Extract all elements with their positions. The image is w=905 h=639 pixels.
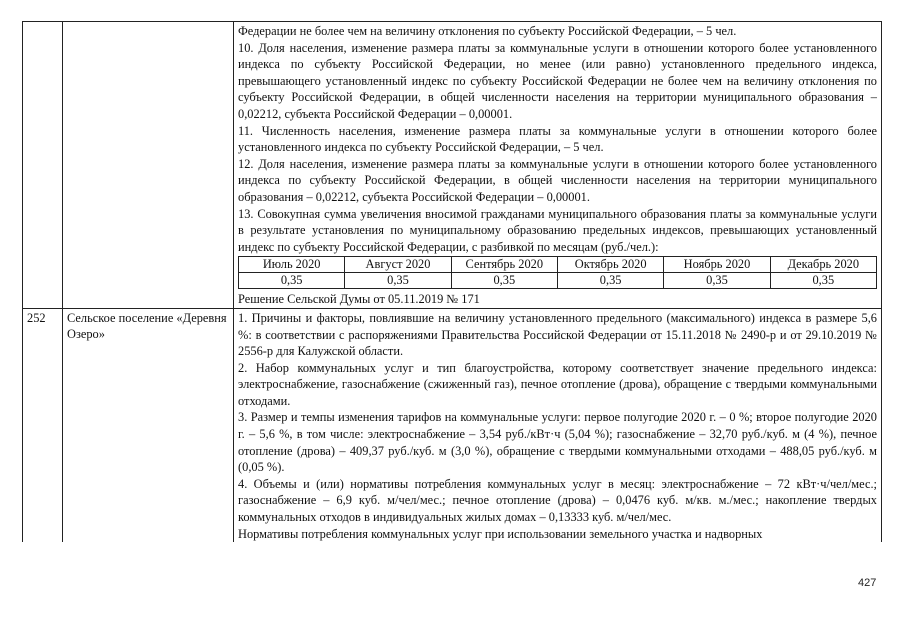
month-header: Ноябрь 2020 bbox=[664, 257, 770, 273]
month-value: 0,35 bbox=[345, 273, 451, 289]
month-value: 0,35 bbox=[239, 273, 345, 289]
municipality-name-cell bbox=[63, 22, 234, 309]
months-header-row bbox=[239, 257, 877, 273]
month-value: 0,35 bbox=[557, 273, 663, 289]
month-value: 0,35 bbox=[770, 273, 876, 289]
month-value: 0,35 bbox=[451, 273, 557, 289]
page-number: 427 bbox=[858, 577, 877, 589]
paragraph: 1. Причины и факторы, повлиявшие на величину установленного предельного (максимального) индекса в размере 5,6 %: в соответствии с распоряжениями Правительства Российской Федерации от 15.11.2018 № 2490-р и от 29.10.2019 № 2556-р для Калужской области. bbox=[238, 310, 877, 359]
municipality-name-cell: Сельское поселение «Деревня Озеро» bbox=[63, 308, 234, 542]
description-cell bbox=[234, 22, 882, 309]
paragraph: 12. Доля населения, изменение размера платы за коммунальные услуги в отношении которого более установленного индекса по субъекту Российской Федерации, в общей численности населения на территории муниципального образования – 0,02212, субъекта Российской Федерации – 0,00001. bbox=[238, 156, 877, 204]
paragraph: Федерации не более чем на величину отклонения по субъекту Российской Федерации, – 5 чел. bbox=[238, 24, 737, 38]
paragraph: 3. Размер и темпы изменения тарифов на коммунальные услуги: первое полугодие 2020 г. – 0 %; второе полугодие 2020 г. – 5,6 %, в том числе: электроснабжение – 3,54 руб./кВт·ч (5,04 %); газоснабжение – 32,70 руб./куб. м (4 %), печное отопление (дрова) – 409,37 руб./куб. м (3,0 %), обращение с твердыми коммунальными отходами – 488,05 руб./куб. м (0,05 %). bbox=[238, 410, 877, 475]
decision-reference: Решение Сельской Думы от 05.11.2019 № 171 bbox=[238, 292, 480, 307]
month-header: Сентябрь 2020 bbox=[451, 257, 557, 273]
paragraph: Нормативы потребления коммунальных услуг при использовании земельного участка и надворных bbox=[238, 526, 763, 541]
row-number-cell: 252 bbox=[23, 308, 63, 542]
paragraph: 10. Доля населения, изменение размера платы за коммунальные услуги в отношении которого более установленного индекса по субъекту Российской Федерации, но менее (или равно) установленного предельного индекса, превышающего установленный индекс по субъекту Российской Федерации не более чем на величину отклонения по субъекту Российской Федерации, в общей численности населения на территории муниципального образования – 0,02212, субъекта Российской Федерации – 0,00001. bbox=[238, 40, 877, 121]
paragraph: 13. Совокупная сумма увеличения вносимой гражданами муниципального образования платы за коммунальные услуги в результате установления по муниципальному образованию предельных индексов, превышающих установленный индекс по субъекту Российской Федерации, с разбивкой по месяцам (руб./чел.): bbox=[238, 206, 877, 254]
table-row bbox=[23, 308, 882, 542]
month-value: 0,35 bbox=[664, 273, 770, 289]
document-table bbox=[22, 21, 882, 542]
month-header: Декабрь 2020 bbox=[770, 257, 876, 273]
months-values-row bbox=[239, 273, 877, 289]
month-header: Август 2020 bbox=[345, 257, 451, 273]
paragraph: 2. Набор коммунальных услуг и тип благоустройства, которому соответствует значение предельного индекса: электроснабжение, газоснабжение (сжиженный газ), печное отопление (дрова), обращение с твердыми коммунальными отходами. bbox=[238, 360, 877, 408]
row-number-cell bbox=[23, 22, 63, 309]
description-cell bbox=[234, 308, 882, 542]
paragraph: 11. Численность населения, изменение размера платы за коммунальные услуги в отношении которого более установленного индекса по субъекту Российской Федерации, – 5 чел. bbox=[238, 123, 877, 155]
month-header: Октябрь 2020 bbox=[557, 257, 663, 273]
monthly-amounts-table bbox=[238, 256, 877, 289]
table-row bbox=[23, 22, 882, 309]
paragraph: 4. Объемы и (или) нормативы потребления коммунальных услуг в месяц: электроснабжение – 72 кВт·ч/чел/мес.; газоснабжение – 6,9 куб. м/чел/мес.; печное отопление (дрова) – 0,0476 куб. м/кв. м./мес.; накопление твердых коммунальных отходов в индивидуальных жилых домах – 0,13333 куб. м/чел/мес. bbox=[238, 476, 877, 525]
month-header: Июль 2020 bbox=[239, 257, 345, 273]
